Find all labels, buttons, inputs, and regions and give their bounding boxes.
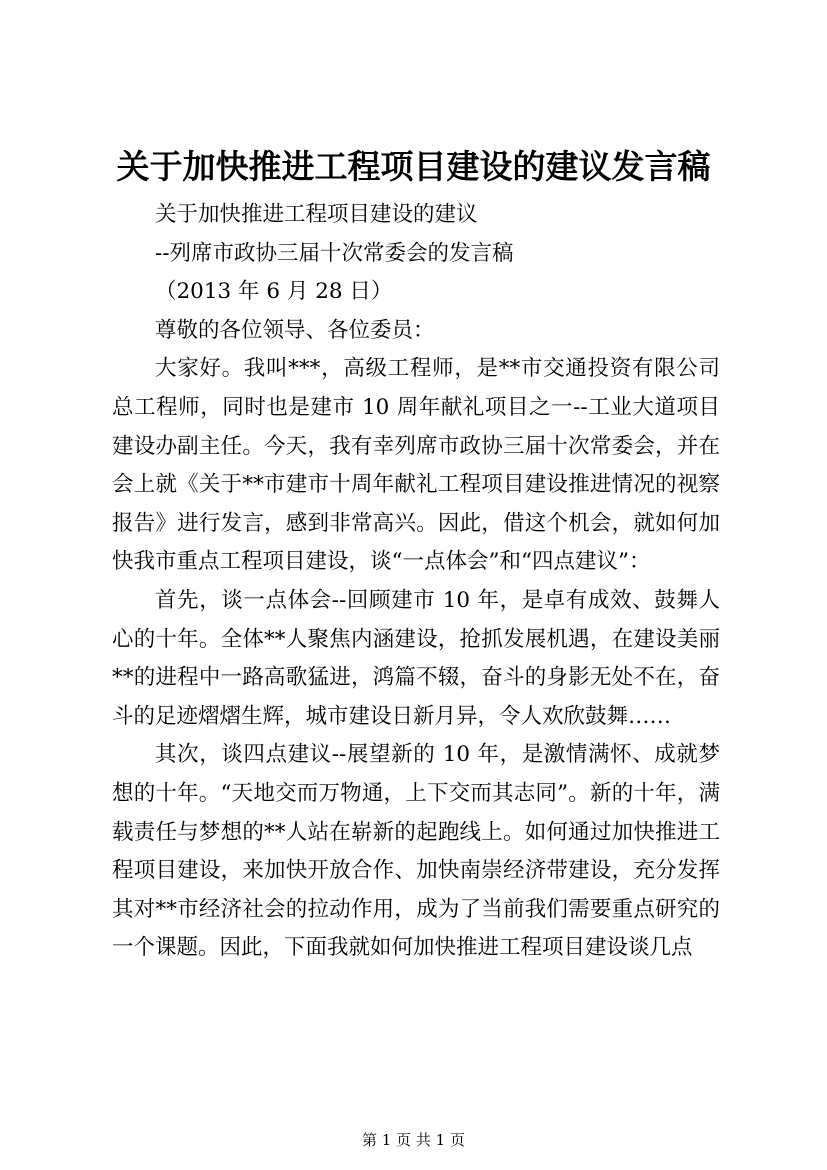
subtitle-paragraph: 关于加快推进工程项目建设的建议 [155, 202, 478, 227]
page-number-footer: 第 1 页 共 1 页 [362, 1131, 465, 1149]
speech-subheading-paragraph: --列席市政协三届十次常委会的发言稿 [155, 240, 514, 266]
body-paragraph: 大家好。我叫***，高级工程师，是**市交通投资有限公司总工程师，同时也是建市 10 周年献礼项目之一--工业大道项目建设办副主任。今天，我有幸列席市政协三届十次常委会，并在会上就《关于**市建市十周年献礼工程项目建设推进情况的视察报告》进行发言，感到非常高兴。因此，借这个机会，就如何加快我市重点工程项目建设，谈“一点体会”和“四点建议”： [112, 356, 720, 575]
date-paragraph: （2013 年 6 月 28 日） [155, 279, 393, 305]
document-title: 关于加快推进工程项目建设的建议发言稿 [116, 147, 711, 186]
document-body [112, 196, 720, 968]
salutation-paragraph: 尊敬的各位领导、各位委员： [155, 317, 435, 343]
body-paragraph: 首先，谈一点体会--回顾建市 10 年，是卓有成效、鼓舞人心的十年。全体**人聚焦内涵建设，抢抓发展机遇，在建设美丽**的进程中一路高歌猛进，鸿篇不辍，奋斗的身影无处不在，奋斗的足迹熠熠生辉，城市建设日新月异，令人欢欣鼓舞…… [112, 587, 720, 729]
body-paragraph: 其次，谈四点建议--展望新的 10 年，是激情满怀、成就梦想的十年。“天地交而万物通，上下交而其志同”。新的十年，满载责任与梦想的**人站在崭新的起跑线上。如何通过加快推进工程项目建设，来加快开放合作、加快南崇经济带建设，充分发挥其对**市经济社会的拉动作用，成为了当前我们需要重点研究的一个课题。因此，下面我就如何加快推进工程项目建设谈几点 [112, 742, 720, 961]
